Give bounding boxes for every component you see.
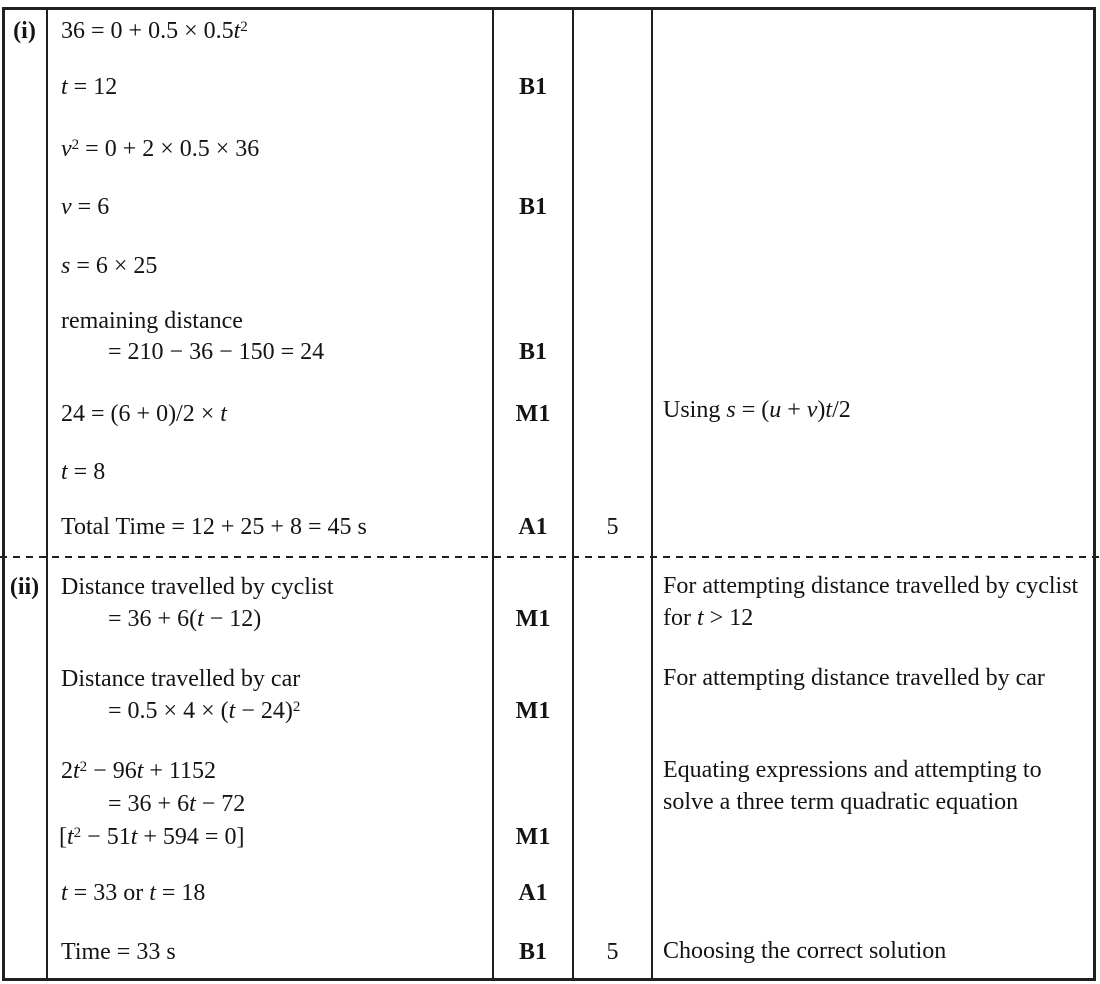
mark-code: M1 xyxy=(515,401,551,427)
section-total-marks: 5 xyxy=(606,514,619,540)
working-line-indented: = 36 + 6(t − 12) xyxy=(108,606,262,632)
working-line-indented: = $0.5 \times 4 \times (t - 24)^2$ xyxy=(108,698,301,724)
mark-code: M1 xyxy=(515,824,551,850)
part-label-i: (i) xyxy=(13,18,36,44)
working-line: $2t^2 - 96t + 1152$ xyxy=(61,758,217,784)
mark-code: B1 xyxy=(518,939,547,965)
mark-code: B1 xyxy=(518,339,547,365)
working-line: $v^2 = 0 + 2 \times 0.5 \times 36$ xyxy=(61,136,260,162)
mark-code: M1 xyxy=(515,606,551,632)
working-line: Time = 33 s xyxy=(61,939,176,965)
working-line: $[t^2 - 51t + 594 = 0]$ xyxy=(59,824,245,850)
mark-code: A1 xyxy=(518,514,548,540)
working-line: v = 6 xyxy=(61,194,110,220)
working-line-indented: = 36 + 6t − 72 xyxy=(108,791,246,817)
working-line: s = 6 × 25 xyxy=(61,253,158,279)
examiner-comment: Equating expressions and attempting to solve a three term quadratic equation xyxy=(663,757,1042,815)
working-line: t = 33 or t = 18 xyxy=(61,880,206,906)
working-line: Total Time = 12 + 25 + 8 = 45 s xyxy=(61,514,367,540)
examiner-comment: For attempting distance travelled by car xyxy=(663,665,1045,691)
mark-code: B1 xyxy=(518,194,547,220)
section-divider-dashed xyxy=(0,556,1100,558)
working-line: remaining distance xyxy=(61,308,243,334)
part-label-ii: (ii) xyxy=(9,574,40,600)
examiner-comment: For attempting distance travelled by cyclist for t > 12 xyxy=(663,573,1079,631)
working-line: 24 = (6 + 0)/2 × t xyxy=(61,401,227,427)
mark-code: B1 xyxy=(518,74,547,100)
working-line: Distance travelled by cyclist xyxy=(61,574,334,600)
examiner-comment: Choosing the correct solution xyxy=(663,938,947,964)
section-total-marks: 5 xyxy=(606,939,619,965)
mark-code: A1 xyxy=(518,880,548,906)
working-line: t = 8 xyxy=(61,459,106,485)
working-line: $36 = 0 + 0.5 \times 0.5t^2$ xyxy=(61,18,248,44)
working-line-indented: = 210 − 36 − 150 = 24 xyxy=(108,339,325,365)
working-line: t = 12 xyxy=(61,74,118,100)
examiner-comment: Using s = (u + v)t/2 xyxy=(663,397,851,423)
working-line: Distance travelled by car xyxy=(61,666,301,692)
mark-code: M1 xyxy=(515,698,551,724)
column-divider-total-comments xyxy=(651,8,653,981)
column-divider-part-working xyxy=(46,8,48,981)
